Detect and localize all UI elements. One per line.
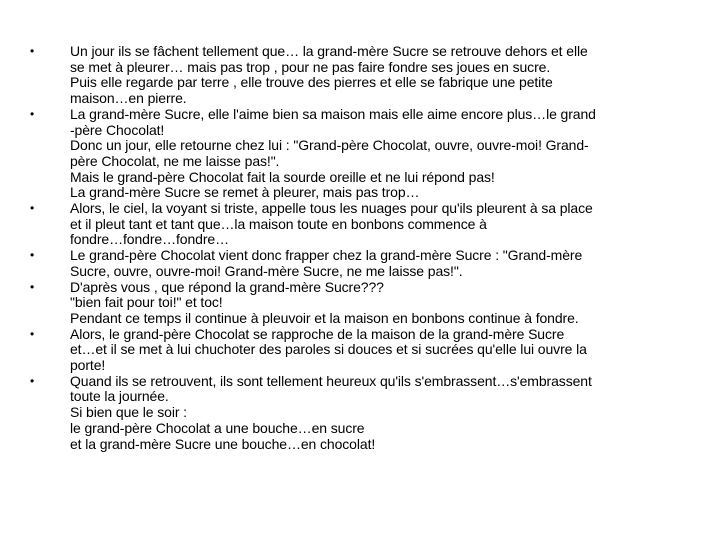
bullet-icon: • xyxy=(30,373,35,388)
text-line: maison…en pierre. xyxy=(70,90,187,107)
text-line: Pendant ce temps il continue à pleuvoir et la maison en bonbons continue à fondre. xyxy=(70,309,579,326)
text-line: Sucre, ouvre, ouvre-moi! Grand-mère Sucre, ne me laisse pas!". xyxy=(70,262,463,279)
text-line: "bien fait pour toi!" et toc! xyxy=(70,294,223,311)
text-line: Le grand-père Chocolat vient donc frapper chez la grand-mère Sucre : "Grand-mère xyxy=(70,247,583,264)
text-line: Alors, le ciel, la voyant si triste, appelle tous les nuages pour qu'ils pleurent à sa place xyxy=(70,200,593,217)
paragraph-1 xyxy=(28,44,688,107)
text-line: Un jour ils se fâchent tellement que… la grand-mère Sucre se retrouve dehors et elle xyxy=(70,43,588,59)
text-line: et…et il se met à lui chuchoter des paroles si douces et si sucrées qu'elle lui ouvre la xyxy=(70,341,587,358)
text-line: et il pleut tant et tant que…la maison toute en bonbons commence à xyxy=(70,215,487,232)
bullet-icon: • xyxy=(30,248,35,263)
text-line: Quand ils se retrouvent, ils sont tellement heureux qu'ils s'embrassent…s'embrassent xyxy=(70,372,592,389)
text-line: et la grand-mère Sucre une bouche…en chocolat! xyxy=(70,435,376,452)
paragraph-7 xyxy=(28,374,688,453)
text-line: Alors, le grand-père Chocolat se rapproche de la maison de la grand-mère Sucre xyxy=(70,325,565,342)
bullet-icon: • xyxy=(30,44,35,58)
bullet-icon: • xyxy=(30,106,35,121)
paragraph-2 xyxy=(28,107,688,201)
text-line: porte! xyxy=(70,357,106,374)
text-line: La grand-mère Sucre, elle l'aime bien sa maison mais elle aime encore plus…le grand xyxy=(70,105,596,122)
text-line: Donc un jour, elle retourne chez lui : "Grand-père Chocolat, ouvre, ouvre-moi! Grand- xyxy=(70,137,589,154)
text-line: se met à pleurer… mais pas trop , pour ne pas faire fondre ses joues en sucre. xyxy=(70,58,551,75)
story-bullet-list xyxy=(28,44,688,452)
paragraph-5 xyxy=(28,280,688,327)
text-line: -père Chocolat! xyxy=(70,121,165,138)
text-line: père Chocolat, ne me laisse pas!". xyxy=(70,152,280,169)
text-line: Mais le grand-père Chocolat fait la sourde oreille et ne lui répond pas! xyxy=(70,168,495,185)
bullet-icon: • xyxy=(30,326,35,341)
text-line: Puis elle regarde par terre , elle trouve des pierres et elle se fabrique une petite xyxy=(70,74,553,91)
text-line: fondre…fondre…fondre… xyxy=(70,231,229,248)
text-line: toute la journée. xyxy=(70,388,169,405)
bullet-icon: • xyxy=(30,201,35,216)
bullet-icon: • xyxy=(30,279,35,294)
paragraph-4 xyxy=(28,248,688,279)
text-line: le grand-père Chocolat a une bouche…en sucre xyxy=(70,419,365,436)
text-line: Si bien que le soir : xyxy=(70,404,187,421)
paragraph-6 xyxy=(28,327,688,374)
paragraph-3 xyxy=(28,201,688,248)
text-line: D'après vous , que répond la grand-mère Sucre??? xyxy=(70,278,384,295)
text-line: La grand-mère Sucre se remet à pleurer, mais pas trop… xyxy=(70,184,420,201)
